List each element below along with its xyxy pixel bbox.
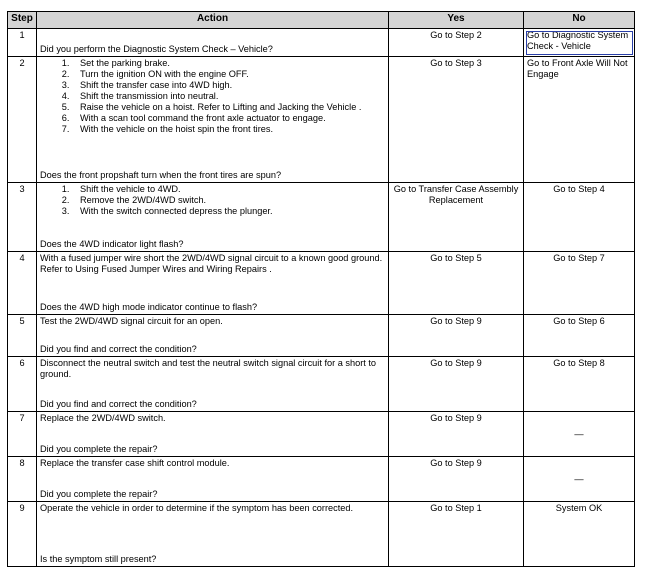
yes-outcome[interactable]: Go to Step 3 [389, 57, 524, 183]
no-outcome[interactable]: Go to Step 6 [524, 315, 635, 357]
table-row [8, 57, 635, 183]
action-question: Did you complete the repair? [40, 444, 158, 454]
action-question: Did you find and correct the condition? [40, 399, 197, 409]
action-question: Does the 4WD indicator light flash? [40, 239, 184, 249]
action-instruction: Test the 2WD/4WD signal circuit for an open. [40, 316, 223, 326]
action-cell [37, 252, 389, 315]
no-outcome[interactable]: Go to Step 7 [524, 252, 635, 315]
substep-item: 1. Shift the vehicle to 4WD. [72, 184, 385, 195]
substep-item: 3. Shift the transfer case into 4WD high. [72, 80, 385, 91]
no-outcome[interactable]: Go to Front Axle Will Not Engage [524, 57, 635, 183]
yes-outcome[interactable]: Go to Step 5 [389, 252, 524, 315]
action-instruction: Replace the transfer case shift control module. [40, 458, 230, 468]
table-row [8, 315, 635, 357]
substep-item: 6. With a scan tool command the front axle actuator to engage. [72, 113, 385, 124]
header-step: Step [8, 12, 37, 29]
substep-item: 7. With the vehicle on the hoist spin the front tires. [72, 124, 385, 135]
header-action: Action [37, 12, 389, 29]
table-row [8, 502, 635, 567]
action-question: Did you complete the repair? [40, 489, 158, 499]
step-number: 1 [8, 29, 37, 57]
yes-outcome[interactable]: Go to Step 9 [389, 357, 524, 412]
yes-outcome[interactable]: Go to Step 9 [389, 412, 524, 457]
action-cell [37, 457, 389, 502]
action-cell [37, 57, 389, 183]
no-outcome[interactable]: System OK [524, 502, 635, 567]
yes-outcome[interactable]: Go to Transfer Case Assembly Replacement [389, 183, 524, 252]
table-row [8, 357, 635, 412]
yes-outcome[interactable]: Go to Step 9 [389, 457, 524, 502]
substep-list [40, 58, 385, 135]
action-cell [37, 315, 389, 357]
action-question: Did you perform the Diagnostic System Check – Vehicle? [40, 44, 273, 54]
substep-item: 2. Turn the ignition ON with the engine OFF. [72, 69, 385, 80]
action-cell [37, 29, 389, 57]
header-yes: Yes [389, 12, 524, 29]
yes-outcome[interactable]: Go to Step 9 [389, 315, 524, 357]
yes-outcome[interactable]: Go to Step 1 [389, 502, 524, 567]
action-question: Did you find and correct the condition? [40, 344, 197, 354]
action-instruction: Replace the 2WD/4WD switch. [40, 413, 166, 423]
action-cell [37, 357, 389, 412]
no-outcome[interactable]: Go to Step 8 [524, 357, 635, 412]
step-number: 2 [8, 57, 37, 183]
yes-outcome[interactable]: Go to Step 2 [389, 29, 524, 57]
step-number: 8 [8, 457, 37, 502]
table-row [8, 412, 635, 457]
table-row [8, 29, 635, 57]
table-row [8, 252, 635, 315]
table-row [8, 183, 635, 252]
action-instruction: With a fused jumper wire short the 2WD/4WD signal circuit to a known good ground. Refer to Using Fused Jumper Wires and Wiring Repairs . [40, 253, 383, 274]
step-number: 3 [8, 183, 37, 252]
action-question: Does the 4WD high mode indicator continue to flash? [40, 302, 258, 312]
no-outcome: — [524, 412, 635, 457]
substep-item: 5. Raise the vehicle on a hoist. Refer to Lifting and Jacking the Vehicle . [72, 102, 385, 113]
no-outcome[interactable]: Go to Step 4 [524, 183, 635, 252]
action-instruction: Disconnect the neutral switch and test the neutral switch signal circuit for a short to ground. [40, 358, 377, 379]
no-outcome: — [524, 457, 635, 502]
action-instruction: Operate the vehicle in order to determine if the symptom has been corrected. [40, 503, 354, 513]
header-no: No [524, 12, 635, 29]
substep-item: 1. Set the parking brake. [72, 58, 385, 69]
action-cell [37, 412, 389, 457]
substep-item: 4. Shift the transmission into neutral. [72, 91, 385, 102]
action-cell [37, 502, 389, 567]
step-number: 5 [8, 315, 37, 357]
step-number: 6 [8, 357, 37, 412]
table-body [8, 29, 635, 567]
step-number: 7 [8, 412, 37, 457]
step-number: 9 [8, 502, 37, 567]
action-cell [37, 183, 389, 252]
header-row [8, 12, 635, 29]
table-row [8, 457, 635, 502]
step-number: 4 [8, 252, 37, 315]
action-question: Does the front propshaft turn when the front tires are spun? [40, 170, 282, 180]
no-outcome[interactable]: Go to Diagnostic System Check - Vehicle [524, 29, 635, 57]
substep-item: 2. Remove the 2WD/4WD switch. [72, 195, 385, 206]
substep-list [40, 184, 385, 217]
diagnostic-table [7, 11, 635, 567]
action-question: Is the symptom still present? [40, 554, 157, 564]
substep-item: 3. With the switch connected depress the plunger. [72, 206, 385, 217]
